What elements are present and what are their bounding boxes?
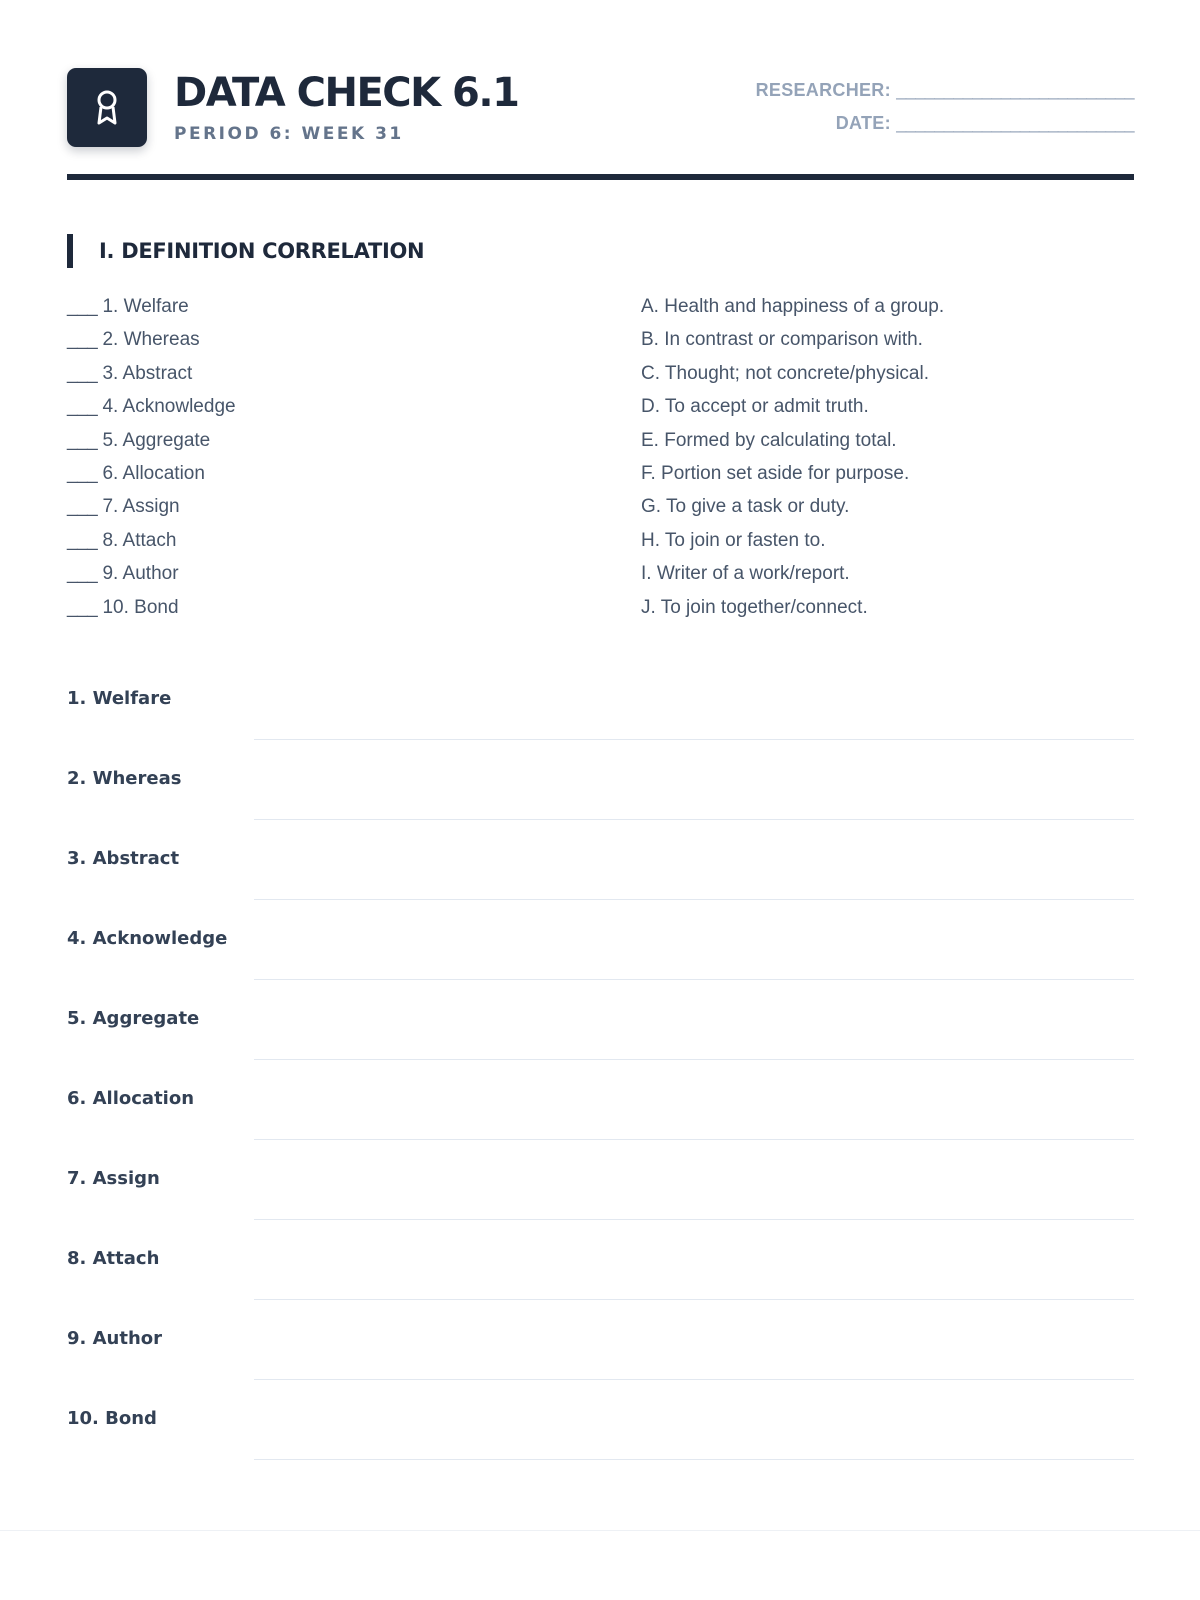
- sentence-row: [67, 748, 1134, 828]
- date-field[interactable]: [756, 113, 1134, 146]
- worksheet-header: [67, 0, 1134, 180]
- writing-line[interactable]: [254, 1299, 1134, 1300]
- term-item[interactable]: [67, 425, 567, 458]
- answer-blank[interactable]: ___: [67, 496, 98, 518]
- sentence-section: [67, 668, 1134, 1468]
- answer-blank[interactable]: ___: [67, 563, 98, 585]
- researcher-field[interactable]: [756, 80, 1134, 113]
- writing-line[interactable]: [254, 1059, 1134, 1060]
- definition-item: H. To join or fasten to.: [641, 529, 826, 551]
- sentence-row: [67, 1308, 1134, 1388]
- answer-blank[interactable]: ___: [67, 396, 98, 418]
- sentence-row: [67, 668, 1134, 748]
- sentence-row: [67, 1388, 1134, 1468]
- definition-item: C. Thought; not concrete/physical.: [641, 362, 929, 384]
- writing-line[interactable]: [254, 1139, 1134, 1140]
- page-title: DATA CHECK 6.1: [174, 70, 519, 116]
- writing-line[interactable]: [254, 899, 1134, 900]
- answer-blank[interactable]: ___: [67, 296, 98, 317]
- term-item[interactable]: [67, 358, 567, 391]
- definition-item: J. To join together/connect.: [641, 596, 868, 618]
- writing-line[interactable]: [254, 1219, 1134, 1220]
- term-label: 2. Whereas: [102, 329, 200, 351]
- term-item[interactable]: [67, 458, 567, 491]
- term-item[interactable]: [67, 291, 567, 324]
- sentence-label: 10. Bond: [67, 1408, 157, 1429]
- sentence-label: 8. Attach: [67, 1248, 160, 1269]
- writing-line[interactable]: [254, 739, 1134, 740]
- term-label: 4. Acknowledge: [102, 396, 236, 418]
- term-label: 1. Welfare: [102, 296, 189, 317]
- researcher-info: [756, 80, 1134, 146]
- term-item[interactable]: [67, 491, 567, 524]
- answer-blank[interactable]: ___: [67, 429, 98, 451]
- sentence-row: [67, 1068, 1134, 1148]
- sentence-label: 6. Allocation: [67, 1088, 195, 1109]
- answer-blank[interactable]: ___: [67, 462, 98, 484]
- definition-item: D. To accept or admit truth.: [641, 396, 869, 418]
- term-item[interactable]: [67, 525, 567, 558]
- page-subtitle: PERIOD 6: WEEK 31: [174, 124, 404, 144]
- definition-item: F. Portion set aside for purpose.: [641, 462, 910, 484]
- worksheet-page: [67, 0, 1134, 1429]
- definition-item: B. In contrast or comparison with.: [641, 329, 923, 351]
- term-label: 6. Allocation: [102, 462, 205, 484]
- sentence-row: [67, 988, 1134, 1068]
- sentence-row: [67, 1148, 1134, 1228]
- footer-divider: [0, 1530, 1200, 1531]
- definition-list: [641, 291, 1134, 625]
- definition-item: I. Writer of a work/report.: [641, 563, 850, 585]
- researcher-blank-line[interactable]: _________________________: [896, 80, 1134, 100]
- writing-line[interactable]: [254, 979, 1134, 980]
- answer-blank[interactable]: ___: [67, 529, 98, 551]
- section-heading: I. DEFINITION CORRELATION: [67, 234, 424, 268]
- date-label: DATE:: [835, 113, 891, 133]
- term-label: 7. Assign: [102, 496, 180, 518]
- sentence-label: 2. Whereas: [67, 768, 182, 789]
- logo-badge: [67, 68, 147, 147]
- term-label: 10. Bond: [102, 596, 179, 618]
- header-divider: [67, 174, 1134, 180]
- term-label: 5. Aggregate: [102, 429, 211, 451]
- sentence-label: 5. Aggregate: [67, 1008, 200, 1029]
- term-item[interactable]: [67, 558, 567, 591]
- term-item[interactable]: [67, 391, 567, 424]
- sentence-row: [67, 1228, 1134, 1308]
- writing-line[interactable]: [254, 819, 1134, 820]
- sentence-label: 4. Acknowledge: [67, 928, 228, 949]
- definition-item: A. Health and happiness of a group.: [641, 296, 945, 317]
- writing-line[interactable]: [254, 1459, 1134, 1460]
- term-label: 3. Abstract: [102, 362, 193, 384]
- definition-item: E. Formed by calculating total.: [641, 429, 897, 451]
- term-label: 8. Attach: [102, 529, 177, 551]
- sentence-label: 7. Assign: [67, 1168, 160, 1189]
- answer-blank[interactable]: ___: [67, 329, 98, 351]
- sentence-row: [67, 828, 1134, 908]
- answer-blank[interactable]: ___: [67, 362, 98, 384]
- term-item[interactable]: [67, 592, 567, 625]
- answer-blank[interactable]: ___: [67, 596, 98, 618]
- definition-item: G. To give a task or duty.: [641, 496, 850, 518]
- sentence-label: 3. Abstract: [67, 848, 180, 869]
- date-blank-line[interactable]: _________________________: [896, 113, 1134, 133]
- sentence-label: 1. Welfare: [67, 688, 172, 709]
- sentence-row: [67, 908, 1134, 988]
- term-label: 9. Author: [102, 563, 179, 585]
- term-item[interactable]: [67, 324, 567, 357]
- sentence-label: 9. Author: [67, 1328, 163, 1349]
- researcher-label: RESEARCHER:: [755, 80, 891, 100]
- writing-line[interactable]: [254, 1379, 1134, 1380]
- term-list: [67, 291, 567, 625]
- award-ribbon-icon: [95, 90, 119, 126]
